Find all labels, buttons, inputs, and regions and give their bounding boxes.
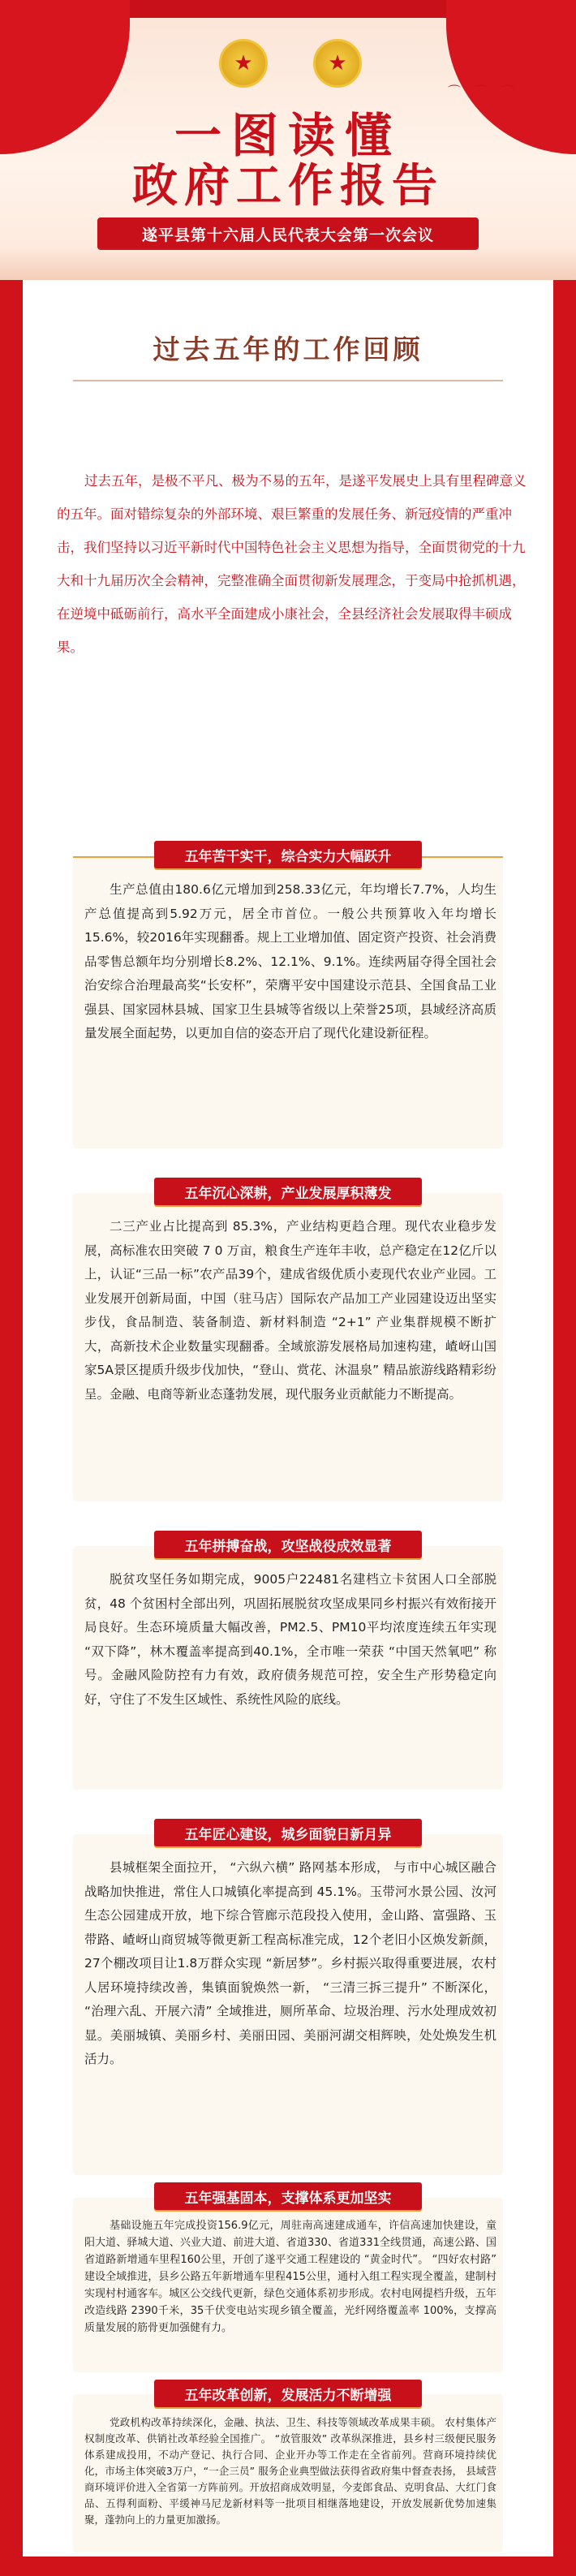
- block-1-text: 生产总值由180.6亿元增加到258.33亿元，年均增长7.7%，人均生产总值提高到5.92万元，居全市首位。一般公共预算收入年均增长15.6%，较2016年实现翻番。规上工业增加值、固定资产投资、社会消费品零售总额年均分别增长8.2%、12.1%、9.1%。连续两届夺得全国社会治安综合治理最高奖“长安杯”，荣膺平安中国建设示范县、全国食品工业强县、国家园林县城、国家卫生县城等省级以上荣誉25项，县域经济高质量发展全面起势，以更加自信的姿态开启了现代化建设新征程。: [84, 882, 496, 1040]
- title-line-2: 政府工作报告: [132, 159, 444, 213]
- footer-bar: [0, 2557, 576, 2576]
- header-banner: [0, 0, 576, 280]
- block-1-title: 五年苦干实干，综合实力大幅跃升: [154, 841, 422, 868]
- block-3-title: 五年拼搏奋战，攻坚战役成效显著: [154, 1531, 422, 1558]
- block-2-text: 二三产业占比提高到 85.3%，产业结构更趋合理。现代农业稳步发展，高标准农田突破 7 0 万亩，粮食生产连年丰收，总产稳定在12亿斤以上，认证“三品一标”农产品39个，建成省级优质小麦现代农业产业园。工业发展开创新局面，中国（驻马店）国际农产品加工产业园建设迈出坚实步伐，食品制造、装备制造、新材料制造 “2+1” 产业集群规模不断扩大，高新技术企业数量实现翻番。全域旅游发展格局加速构建，嵖岈山国家5A景区提质升级步伐加快，“登山、赏花、沐温泉” 精品旅游线路精彩纷呈。金融、电商等新业态蓬勃发展，现代服务业贡献能力不断提高。: [84, 1219, 496, 1402]
- block-6-title: 五年改革创新，发展活力不断增强: [154, 2380, 422, 2407]
- subtitle-ribbon: [97, 218, 479, 250]
- block-5-title: 五年强基固本，支撑体系更加坚实: [154, 2182, 422, 2210]
- subtitle-text: 遂平县第十六届人民代表大会第一次会议: [141, 226, 434, 244]
- block-2-title: 五年沉心深耕，产业发展厚积薄发: [154, 1178, 422, 1205]
- block-4-title: 五年匠心建设，城乡面貌日新月异: [154, 1819, 422, 1846]
- section-heading: 过去五年的工作回顾: [153, 334, 423, 365]
- birds-icon: ⌒ ⌒ ⌒: [447, 84, 519, 99]
- block-6-text: 党政机构改革持续深化，金融、执法、卫生、科技等领域改革成果丰硕。 农村集体产权制度改革、供销社改革经验全国推广。 “放管服效” 改革纵深推进，县乡村三级便民服务体系建成投用，不动产登记、执行合同、企业开办等工作走在全省前列。营商环境持续优化，市场主体突破3万户，“一企三员” 服务企业典型做法获得省政府集中督查表扬， 县域营商环境评价进入全省第一方阵前列。开放招商成效明显，今麦郎食品、克明食品、大红门食品、五得利面粉、平缓神马尼龙新材料等一批项目相继落地建设，开放发展新优势加速集聚，蓬勃向上的力量更加激扬。: [84, 2416, 496, 2526]
- block-4-text: 县城框架全面拉开， “六纵六横” 路网基本形成， 与市中心城区融合战略加快推进，常住人口城镇化率提高到 45.1%。玉带河水景公园、汝河生态公园建成开放，地下综合管廊示范段投入使用，金山路、富强路、玉带路、嵖岈山商贸城等微更新工程高标准完成，12个老旧小区焕发新颜，27个棚改项目让1.8万群众实现 “新居梦”。乡村振兴取得重要进展，农村人居环境持续改善，集镇面貌焕然一新， “三清三拆三提升” 不断深化， “治理六乱、开展六清” 全域推进，厕所革命、垃圾治理、污水处理成效初显。美丽城镇、美丽乡村、美丽田园、美丽河湖交相辉映，处处焕发生机活力。: [84, 1860, 496, 2066]
- intro-paragraph: 过去五年，是极不平凡、极为不易的五年，是遂平发展史上具有里程碑意义的五年。面对错综复杂的外部环境、艰巨繁重的发展任务、新冠疫情的严重冲击，我们坚持以习近平新时代中国特色社会主义思想为指导，全面贯彻党的十九大和十九届历次全会精神，完整准确全面贯彻新发展理念，于变局中抢抓机遇，在逆境中砥砺前行，高水平全面建成小康社会，全县经济社会发展取得丰硕成果。: [57, 473, 527, 655]
- heading-divider: [73, 380, 503, 381]
- block-3-text: 脱贫攻坚任务如期完成，9005户22481名建档立卡贫困人口全部脱贫，48 个贫困村全部出列，巩固拓展脱贫攻坚成果同乡村振兴有效衔接开局良好。生态环境质量大幅改善，PM2.5、PM10平均浓度连续五年实现 “双下降”，林木覆盖率提高到40.1%，全市唯一荣获 “中国天然氧吧” 称号。金融风险防控有力有效，政府债务规范可控，安全生产形势稳定向好，守住了不发生区域性、系统性风险的底线。: [84, 1572, 496, 1707]
- title-line-1: 一图读懂: [174, 108, 402, 163]
- tiananmen-skyline: [0, 248, 576, 280]
- block-5-text: 基础设施五年完成投资156.9亿元，周驻南高速建成通车，许信高速加快建设，童阳大道、驿城大道、兴业大道、前进大道、省道330、省道331全线贯通，高速公路、国省道路新增通车里程160公里，开创了遂平交通工程建设的 “黄金时代”。 “四好农村路” 建设全域推进，县乡公路五年新增通车里程415公里，通村入组工程实现全覆盖，建制村实现村村通客车。城区公交线代更新，绿色交通体系初步形成。农村电网提档升级，五年改造线路 2390千米，35千伏变电站实现乡镇全覆盖，光纤网络覆盖率 100%，支撑高质量发展的筋骨更加强健有力。: [84, 2220, 496, 2334]
- cppcc-emblem-icon: ★: [313, 39, 362, 88]
- national-emblem-icon: ★: [219, 39, 268, 88]
